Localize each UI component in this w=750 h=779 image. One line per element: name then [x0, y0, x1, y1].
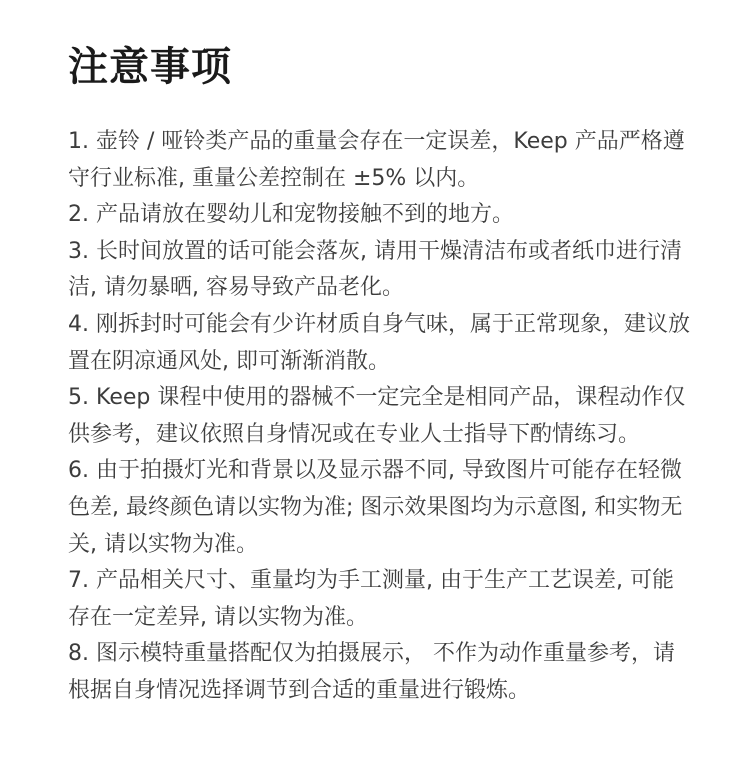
notice-item-5: 5. Keep 课程中使用的器械不一定完全是相同产品，课程动作仅供参考，建议依照自身情况或在专业人士指导下酌情练习。	[68, 385, 686, 447]
notice-item-4: 4. 刚拆封时可能会有少许材质自身气味，属于正常现象，建议放置在阴凉通风处, 即可渐渐消散。	[68, 311, 690, 374]
notice-item-6: 6. 由于拍摄灯光和背景以及显示器不同, 导致图片可能存在轻微色差, 最终颜色请以实物为准; 图示效果图均为示意图, 和实物无关, 请以实物为准。	[68, 458, 683, 557]
notice-item-1: 1. 壶铃 / 哑铃类产品的重量会存在一定误差，Keep 产品严格遵守行业标准, 重量公差控制在 ±5% 以内。	[68, 129, 685, 191]
notice-item-3: 3. 长时间放置的话可能会落灰, 请用干燥清洁布或者纸巾进行清洁, 请勿暴晒, 容易导致产品老化。	[68, 238, 682, 301]
notice-item-7: 7. 产品相关尺寸、重量均为手工测量, 由于生产工艺误差, 可能存在一定差异, 请以实物为准。	[68, 568, 674, 630]
notice-list	[68, 124, 690, 710]
page-title: 注意事项	[68, 44, 232, 90]
notice-item-2: 2. 产品请放在婴幼儿和宠物接触不到的地方。	[68, 202, 514, 228]
notice-item-8: 8. 图示模特重量搭配仅为拍摄展示， 不作为动作重量参考，请根据自身情况选择调节到合适的重量进行锻炼。	[68, 641, 675, 703]
